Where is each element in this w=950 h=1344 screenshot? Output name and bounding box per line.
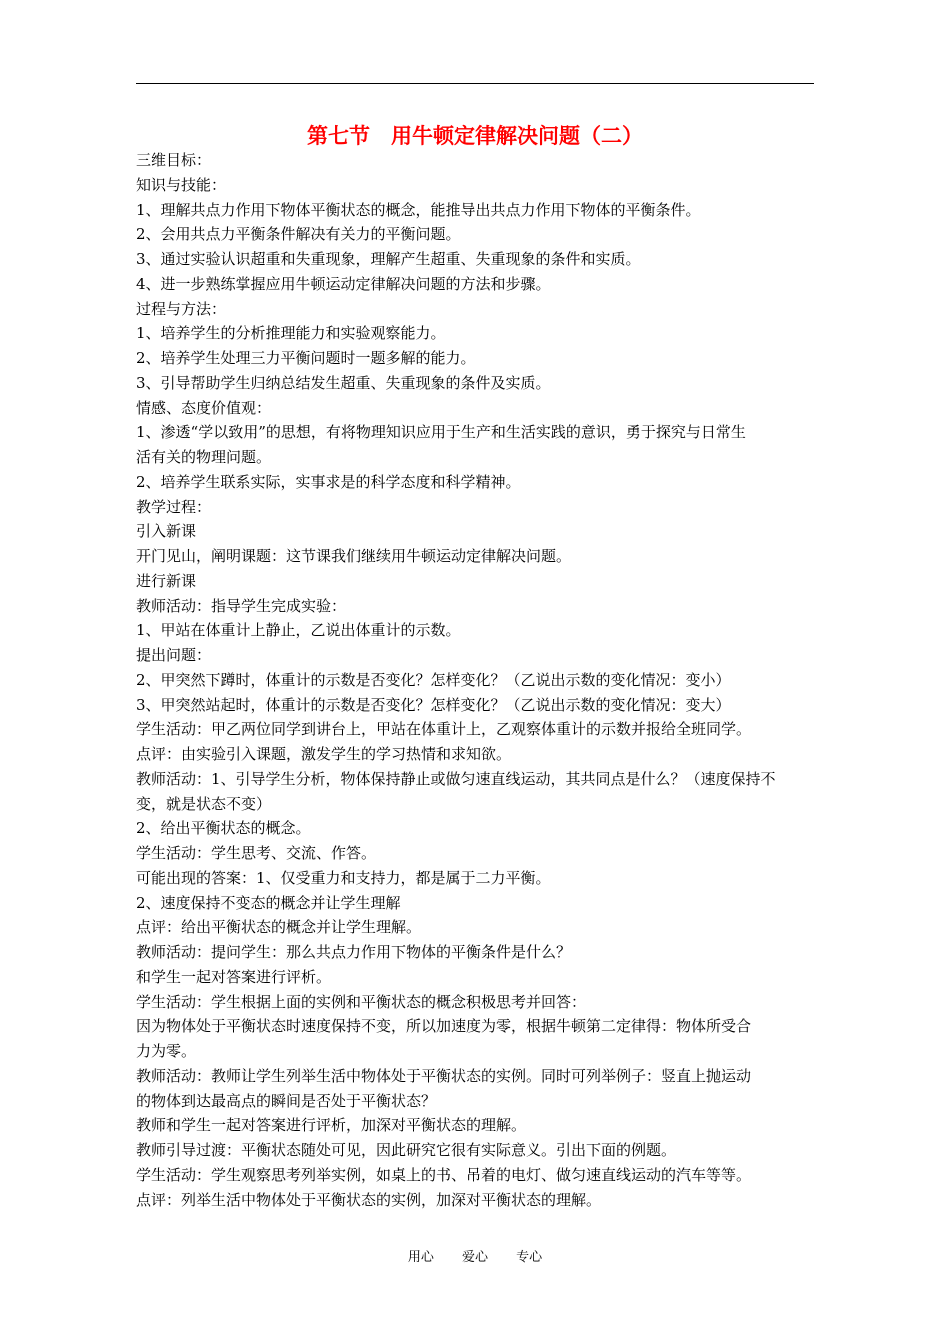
text-line: 1、理解共点力作用下物体平衡状态的概念，能推导出共点力作用下物体的平衡条件。 <box>136 200 701 219</box>
text-line: 变，就是状态不变） <box>136 794 272 813</box>
text-line: 学生活动：甲乙两位同学到讲台上，甲站在体重计上，乙观察体重计的示数并报给全班同学。 <box>136 720 752 739</box>
text-line: 知识与技能： <box>136 175 227 194</box>
text-line: 教师活动：1、引导学生分析，物体保持静止或做匀速直线运动，其共同点是什么？（速度保持不 <box>136 769 776 788</box>
text-line: 情感、态度价值观： <box>136 398 272 417</box>
text-line: 因为物体处于平衡状态时速度保持不变，所以加速度为零，根据牛顿第二定律得：物体所受合 <box>136 1017 752 1036</box>
text-line: 开门见山，阐明课题：这节课我们继续用牛顿运动定律解决问题。 <box>136 547 572 565</box>
text-line: 2、甲突然下蹲时，体重计的示数是否变化？怎样变化？（乙说出示数的变化情况：变小） <box>136 670 731 689</box>
text-line: 活有关的物理问题。 <box>136 448 272 466</box>
text-line: 1、培养学生的分析推理能力和实验观察能力。 <box>136 324 446 343</box>
document-body <box>136 148 816 1212</box>
text-line: 2、速度保持不变态的概念并让学生理解 <box>136 893 401 912</box>
text-line: 提出问题： <box>136 646 212 664</box>
text-line: 教学过程： <box>136 497 212 516</box>
footer-item: 专心 <box>516 1250 543 1265</box>
header-rule <box>136 83 814 84</box>
text-line: 点评：给出平衡状态的概念并让学生理解。 <box>136 918 422 937</box>
text-line: 可能出现的答案：1、仅受重力和支持力，都是属于二力平衡。 <box>136 868 551 887</box>
text-line: 3、甲突然站起时，体重计的示数是否变化？怎样变化？（乙说出示数的变化情况：变大） <box>136 695 731 714</box>
text-line: 教师活动：指导学生完成实验： <box>136 596 347 615</box>
text-line: 和学生一起对答案进行评析。 <box>136 967 332 986</box>
text-line: 点评：列举生活中物体处于平衡状态的实例，加深对平衡状态的理解。 <box>136 1190 602 1209</box>
text-line: 2、培养学生联系实际，实事求是的科学态度和科学精神。 <box>136 472 521 491</box>
page-title: 第七节 用牛顿定律解决问题（二） <box>307 124 643 148</box>
text-line: 过程与方法： <box>136 299 227 318</box>
text-line: 2、培养学生处理三力平衡问题时一题多解的能力。 <box>136 349 476 367</box>
text-line: 学生活动：学生观察思考列举实例，如桌上的书、吊着的电灯、做匀速直线运动的汽车等等。 <box>136 1165 752 1184</box>
text-line: 引入新课 <box>136 522 197 541</box>
footer-item: 用心 <box>407 1250 434 1265</box>
text-line: 教师和学生一起对答案进行评析，加深对平衡状态的理解。 <box>136 1116 527 1135</box>
text-line: 教师活动：教师让学生列举生活中物体处于平衡状态的实例。同时可列举例子：竖直上抛运动 <box>136 1066 752 1085</box>
text-line: 三维目标： <box>136 151 212 169</box>
text-line: 1、甲站在体重计上静止，乙说出体重计的示数。 <box>136 621 461 640</box>
text-line: 3、引导帮助学生归纳总结发生超重、失重现象的条件及实质。 <box>136 373 551 392</box>
text-line: 1、渗透“学以致用”的思想，有将物理知识应用于生产和生活实践的意识，勇于探究与日常生 <box>136 423 746 442</box>
text-line: 进行新课 <box>136 571 197 590</box>
text-line: 学生活动：学生思考、交流、作答。 <box>136 844 377 862</box>
page-footer <box>0 1248 950 1268</box>
text-line: 教师引导过渡：平衡状态随处可见，因此研究它很有实际意义。引出下面的例题。 <box>136 1141 677 1159</box>
text-line: 2、给出平衡状态的概念。 <box>136 819 311 838</box>
text-line: 学生活动：学生根据上面的实例和平衡状态的概念积极思考并回答： <box>136 992 587 1011</box>
text-line: 3、通过实验认识超重和失重现象，理解产生超重、失重现象的条件和实质。 <box>136 250 641 268</box>
text-line: 的物体到达最高点的瞬间是否处于平衡状态？ <box>136 1091 437 1110</box>
footer-item: 爱心 <box>461 1250 488 1265</box>
text-line: 教师活动：提问学生：那么共点力作用下物体的平衡条件是什么？ <box>136 943 572 961</box>
text-line: 4、进一步熟练掌握应用牛顿运动定律解决问题的方法和步骤。 <box>136 274 551 293</box>
text-line: 点评：由实验引入课题，激发学生的学习热情和求知欲。 <box>136 745 512 763</box>
text-line: 力为零。 <box>136 1042 197 1060</box>
text-line: 2、会用共点力平衡条件解决有关力的平衡问题。 <box>136 225 461 244</box>
